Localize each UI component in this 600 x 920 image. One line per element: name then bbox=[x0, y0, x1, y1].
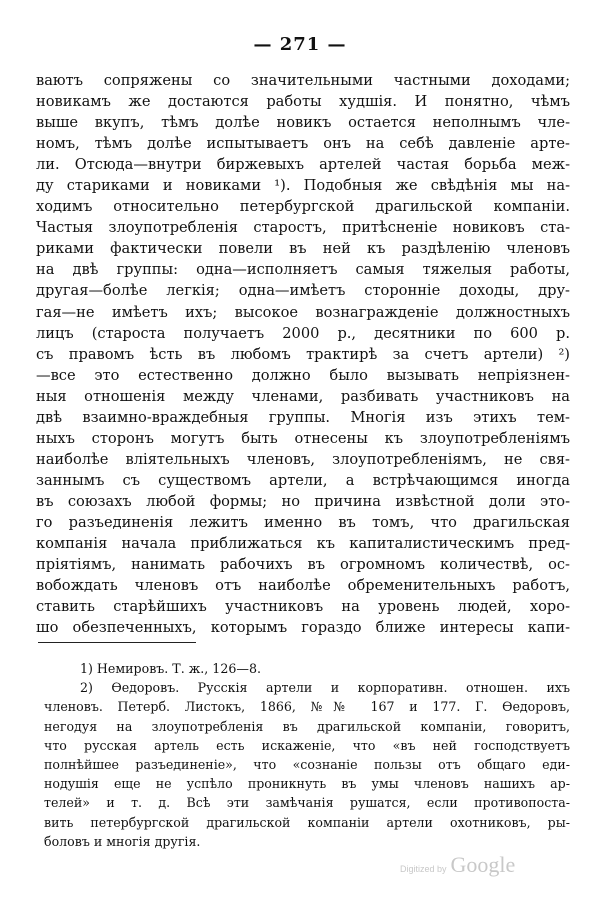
footnote-2-line: 2) Ѳедоровъ. Русскія артели и корпоративн. отношен. ихъ bbox=[80, 680, 570, 696]
text-line: наиболѣе вліятельныхъ членовъ, злоупотребленіямъ, не свя- bbox=[36, 450, 570, 468]
text-line: ваютъ сопряжены со значительными частными доходами; bbox=[36, 72, 570, 89]
text-line: номъ, тѣмъ долѣе испытываетъ онъ на себѣ давленіе арте- bbox=[36, 135, 570, 153]
footnote-2-line: боловъ и многія другія. bbox=[44, 833, 201, 849]
footnote-1: 1) Немировъ. Т. ж., 126—8. bbox=[80, 661, 261, 676]
text-line: го разъединенія лежитъ именно въ томъ, что драгильская bbox=[36, 513, 570, 531]
text-line: риками фактически повели въ ней къ раздѣленію членовъ bbox=[36, 240, 570, 258]
text-line: гая—не имѣетъ ихъ; высокое вознагражденіе должностныхъ bbox=[36, 303, 570, 321]
text-line: другая—болѣе легкія; одна—имѣетъ сторонніе доходы, дру- bbox=[36, 282, 570, 300]
footnote-2-line: полнѣйшее разъединеніе», что «сознаніе пользы отъ общаго еди- bbox=[44, 756, 570, 772]
footnote-divider bbox=[38, 642, 196, 643]
text-line: ныя отношенія между членами, разбивать участниковъ на bbox=[36, 387, 570, 405]
footnote-2-line: членовъ. Петерб. Листокъ, 1866, №№ 167 и 177. Г. Ѳедоровъ, bbox=[44, 699, 570, 715]
text-line: Частыя злоупотребленія старостъ, притѣсненіе новиковъ ста- bbox=[36, 219, 570, 237]
text-line: шо обезпеченныхъ, которымъ гораздо ближе интересы капи- bbox=[36, 619, 570, 637]
text-line: ходимъ относительно петербургской драгильской компаніи. bbox=[36, 198, 570, 216]
text-line: въ союзахъ любой формы; но причина извѣстной доли это- bbox=[36, 492, 570, 510]
text-line: новикамъ же достаются работы худшія. И понятно, чѣмъ bbox=[36, 93, 570, 111]
footnote-2-line: что русская артель есть искаженіе, что «въ ней господствуетъ bbox=[44, 737, 570, 753]
text-line: двѣ взаимно-враждебныя группы. Многія изъ этихъ тем- bbox=[36, 408, 570, 426]
page-number: — 271 — bbox=[253, 34, 347, 55]
text-line: ду стариками и новиками ¹). Подобныя же свѣдѣнія мы на- bbox=[36, 177, 570, 195]
text-line: заннымъ съ существомъ артели, а встрѣчающимся иногда bbox=[36, 471, 570, 489]
text-line: съ правомъ ѣсть въ любомъ трактирѣ за счетъ артели) ²) bbox=[36, 345, 570, 363]
main-text-block bbox=[36, 70, 570, 638]
footnote-2-line: телей» и т. д. Всѣ эти замѣчанія рушатся, если противопоста- bbox=[44, 795, 570, 811]
watermark-prefix: Digitized by bbox=[400, 864, 447, 874]
text-line: ставить старѣйшихъ участниковъ на уровень людей, хоро- bbox=[36, 598, 570, 616]
google-logo: Google bbox=[450, 852, 516, 877]
text-line: лицъ (староста получаетъ 2000 р., десятники по 600 р. bbox=[36, 324, 570, 342]
footnote-2-line: вить петербургской драгильской компаніи артели охотниковъ, ры- bbox=[44, 814, 570, 830]
text-line: компанія начала приближаться къ капиталистическимъ пред- bbox=[36, 535, 570, 553]
footnotes-block bbox=[44, 659, 570, 851]
text-line: ли. Отсюда—внутри биржевыхъ артелей частая борьба меж- bbox=[36, 156, 570, 174]
text-line: ныхъ сторонъ могутъ быть отнесены къ злоупотребленіямъ bbox=[36, 429, 570, 447]
footnote-2-line: негодуя на злоупотребленія въ драгильской компаніи, говоритъ, bbox=[44, 718, 570, 734]
text-line: выше вкупъ, тѣмъ долѣе новикъ остается неполнымъ чле- bbox=[36, 114, 570, 132]
digitized-watermark bbox=[400, 852, 540, 880]
footnote-2-line: нодушія еще не успѣло проникнуть въ умы членовъ нашихъ ар- bbox=[44, 776, 570, 792]
text-line: —все это естественно должно было вызывать непріязнен- bbox=[36, 366, 570, 384]
text-line: вобождать членовъ отъ наиболѣе обременительныхъ работъ, bbox=[36, 577, 570, 595]
text-line: пріятіямъ, нанимать рабочихъ въ огромномъ количествѣ, ос- bbox=[36, 556, 570, 574]
text-line: на двѣ группы: одна—исполняетъ самыя тяжелыя работы, bbox=[36, 261, 570, 279]
